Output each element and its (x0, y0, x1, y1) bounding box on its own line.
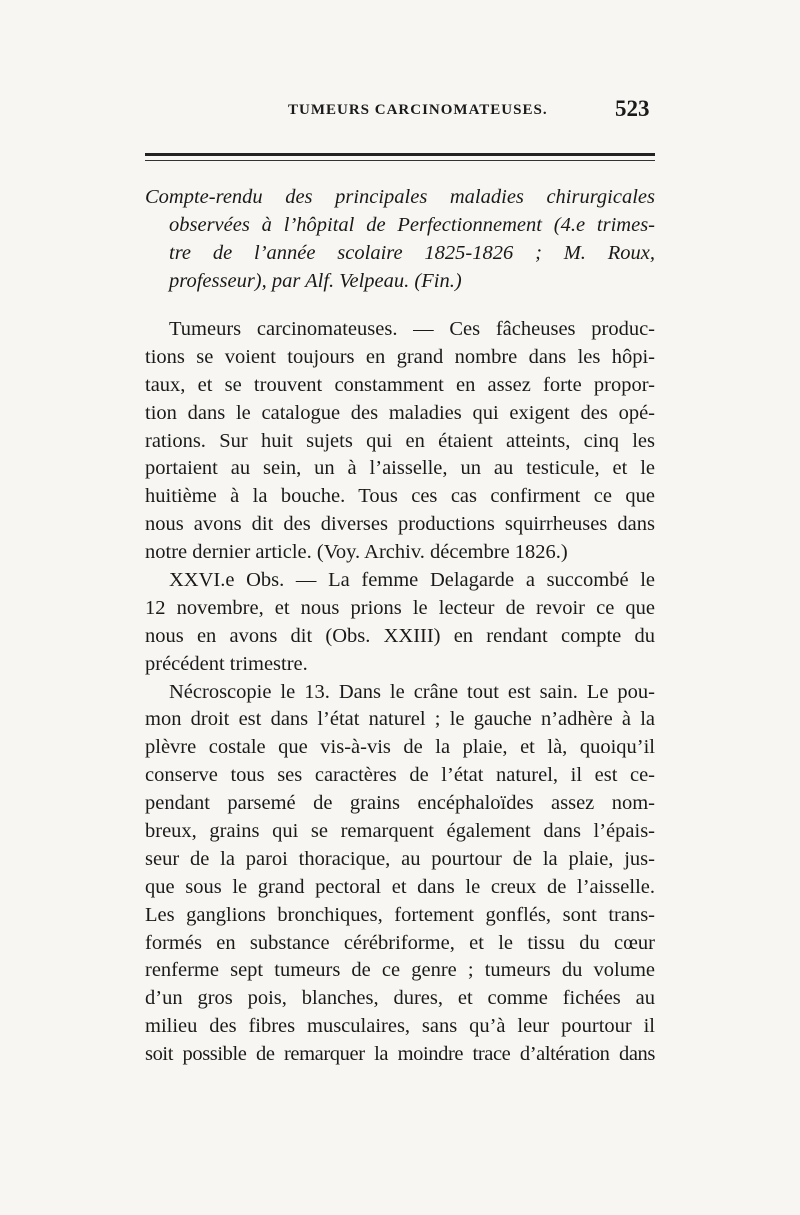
body-line: nous avons dit des diverses productions squirrheuses dans (145, 513, 655, 536)
body-line: portaient au sein, un à l’aisselle, un au testicule, et le (145, 457, 655, 480)
body-line: pendant parsemé de grains encéphaloïdes assez nom- (145, 792, 655, 815)
body-line: soit possible de remarquer la moindre trace d’altération dans (145, 1043, 655, 1066)
body-line: d’un gros pois, blanches, dures, et comme fichées au (145, 987, 655, 1010)
heading-line: professeur), par Alf. Velpeau. (Fin.) (169, 270, 462, 292)
section-heading (145, 183, 655, 295)
body-line: milieu des fibres musculaires, sans qu’à leur pourtour il (145, 1015, 655, 1038)
body-line: nous en avons dit (Obs. XXIII) en rendant compte du (145, 624, 655, 647)
body-line: notre dernier article. (Voy. Archiv. décembre 1826.) (145, 541, 568, 564)
body-line: breux, grains qui se remarquent également dans l’épais- (145, 820, 655, 843)
body-line: que sous le grand pectoral et dans le creux de l’aisselle. (145, 875, 655, 898)
running-title: TUMEURS CARCINOMATEUSES. (288, 102, 548, 118)
body-line: formés en substance cérébriforme, et le tissu du cœur (145, 931, 655, 954)
page-number: 523 (615, 96, 650, 121)
header-rule-thin (145, 160, 655, 161)
body-text (145, 316, 655, 1069)
header-rule-thick (145, 153, 655, 156)
body-line: huitième à la bouche. Tous ces cas confirment ce que (145, 485, 655, 508)
body-line: tions se voient toujours en grand nombre dans les hôpi- (145, 345, 655, 368)
body-line: 12 novembre, et nous prions le lecteur de revoir ce que (145, 596, 655, 619)
heading-line: tre de l’année scolaire 1825-1826 ; M. Roux, (169, 242, 655, 264)
body-line: seur de la paroi thoracique, au pourtour de la plaie, jus- (145, 847, 655, 870)
heading-line: Compte-rendu des principales maladies chirurgicales (145, 186, 655, 208)
body-line: Les ganglions bronchiques, fortement gonflés, sont trans- (145, 903, 655, 926)
body-line: Tumeurs carcinomateuses. — Ces fâcheuses produc- (169, 318, 655, 340)
body-line: mon droit est dans l’état naturel ; le gauche n’adhère à la (145, 708, 655, 731)
body-line: plèvre costale que vis-à-vis de la plaie, et là, quoiqu’il (145, 736, 655, 759)
heading-line: observées à l’hôpital de Perfectionnement (4.e trimes- (169, 214, 655, 236)
body-line: XXVI.e Obs. — La femme Delagarde a succombé le (169, 569, 655, 592)
body-line: tion dans le catalogue des maladies qui exigent des opé- (145, 401, 655, 424)
body-line: renferme sept tumeurs de ce genre ; tumeurs du volume (145, 959, 655, 982)
body-line: précédent trimestre. (145, 652, 308, 675)
body-line: rations. Sur huit sujets qui en étaient atteints, cinq les (145, 429, 655, 452)
body-line: taux, et se trouvent constamment en assez forte propor- (145, 373, 655, 396)
page-header (0, 96, 800, 130)
body-line: Nécroscopie le 13. Dans le crâne tout est sain. Le pou- (169, 680, 655, 703)
body-line: conserve tous ses caractères de l’état naturel, il est ce- (145, 764, 655, 787)
